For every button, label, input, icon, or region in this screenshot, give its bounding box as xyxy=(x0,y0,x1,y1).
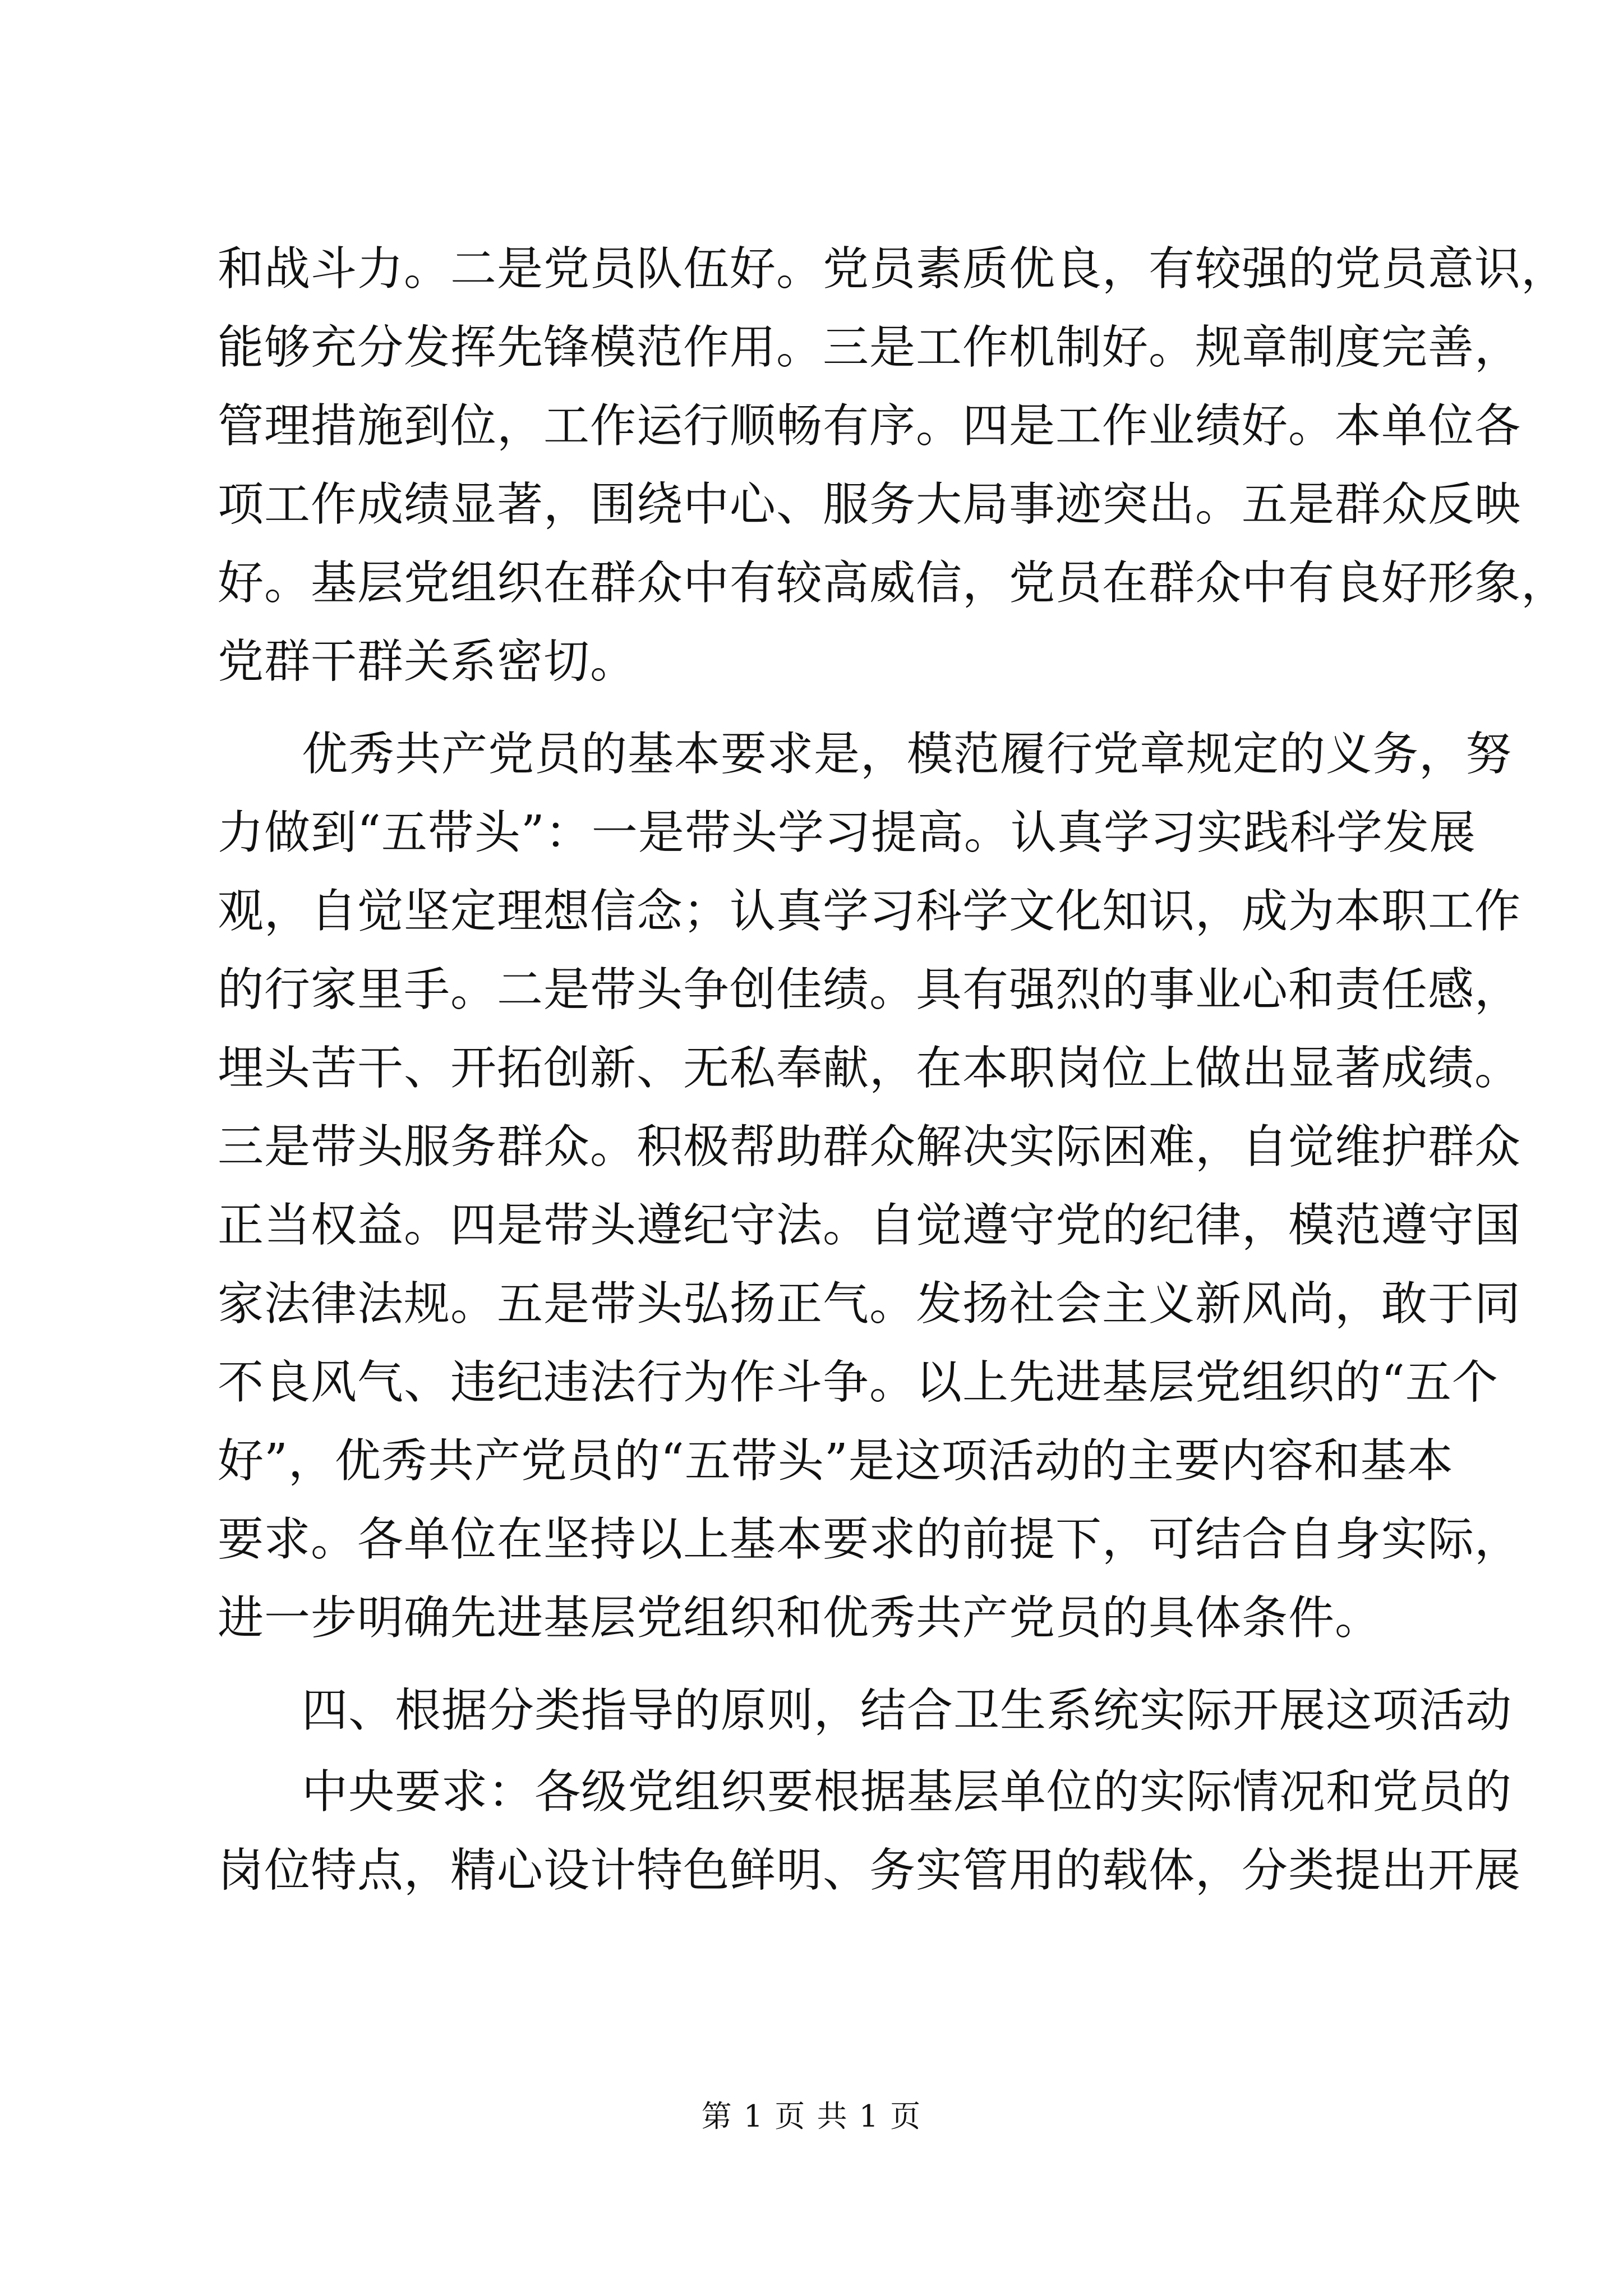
section-heading: 四、根据分类指导的原则，结合卫生系统实际开展这项活动 xyxy=(302,1684,1513,1737)
text-line: 进一步明确先进基层党组织和优秀共产党员的具体条件。 xyxy=(218,1591,1382,1645)
text-line: 观，自觉坚定理想信念；认真学习科学文化知识，成为本职工作 xyxy=(218,885,1521,938)
text-line: 好”，优秀共产党员的“五带头”是这项活动的主要内容和基本 xyxy=(218,1434,1454,1488)
text-line: 要求。各单位在坚持以上基本要求的前提下，可结合自身实际， xyxy=(218,1513,1521,1566)
text-line: 家法律法规。五是带头弘扬正气。发扬社会主义新风尚，敢于同 xyxy=(218,1277,1521,1331)
text-line: 三是带头服务群众。积极帮助群众解决实际困难，自觉维护群众 xyxy=(218,1120,1521,1174)
text-line: 和战斗力。二是党员队伍好。党员素质优良，有较强的党员意识， xyxy=(218,242,1568,296)
text-line: 的行家里手。二是带头争创佳绩。具有强烈的事业心和责任感， xyxy=(218,963,1521,1016)
text-line: 力做到“五带头”：一是带头学习提高。认真学习实践科学发展 xyxy=(218,806,1476,859)
text-line: 能够充分发挥先锋模范作用。三是工作机制好。规章制度完善， xyxy=(218,321,1521,374)
text-line: 党群干群关系密切。 xyxy=(218,635,637,688)
page-number-footer: 第 1 页 共 1 页 xyxy=(701,2099,922,2134)
text-line: 中央要求：各级党组织要根据基层单位的实际情况和党员的 xyxy=(302,1765,1513,1819)
text-line: 正当权益。四是带头遵纪守法。自觉遵守党的纪律，模范遵守国 xyxy=(218,1199,1521,1252)
text-line: 项工作成绩显著，围绕中心、服务大局事迹突出。五是群众反映 xyxy=(218,478,1521,531)
text-line: 埋头苦干、开拓创新、无私奉献，在本职岗位上做出显著成绩。 xyxy=(218,1042,1521,1095)
text-line: 优秀共产党员的基本要求是，模范履行党章规定的义务，努 xyxy=(302,728,1513,781)
text-line: 好。基层党组织在群众中有较高威信，党员在群众中有良好形象， xyxy=(218,556,1568,610)
text-line: 管理措施到位，工作运行顺畅有序。四是工作业绩好。本单位各 xyxy=(218,399,1521,453)
text-line: 不良风气、违纪违法行为作斗争。以上先进基层党组织的“五个 xyxy=(218,1356,1498,1409)
text-line: 岗位特点，精心设计特色鲜明、务实管用的载体，分类提出开展 xyxy=(218,1844,1521,1897)
